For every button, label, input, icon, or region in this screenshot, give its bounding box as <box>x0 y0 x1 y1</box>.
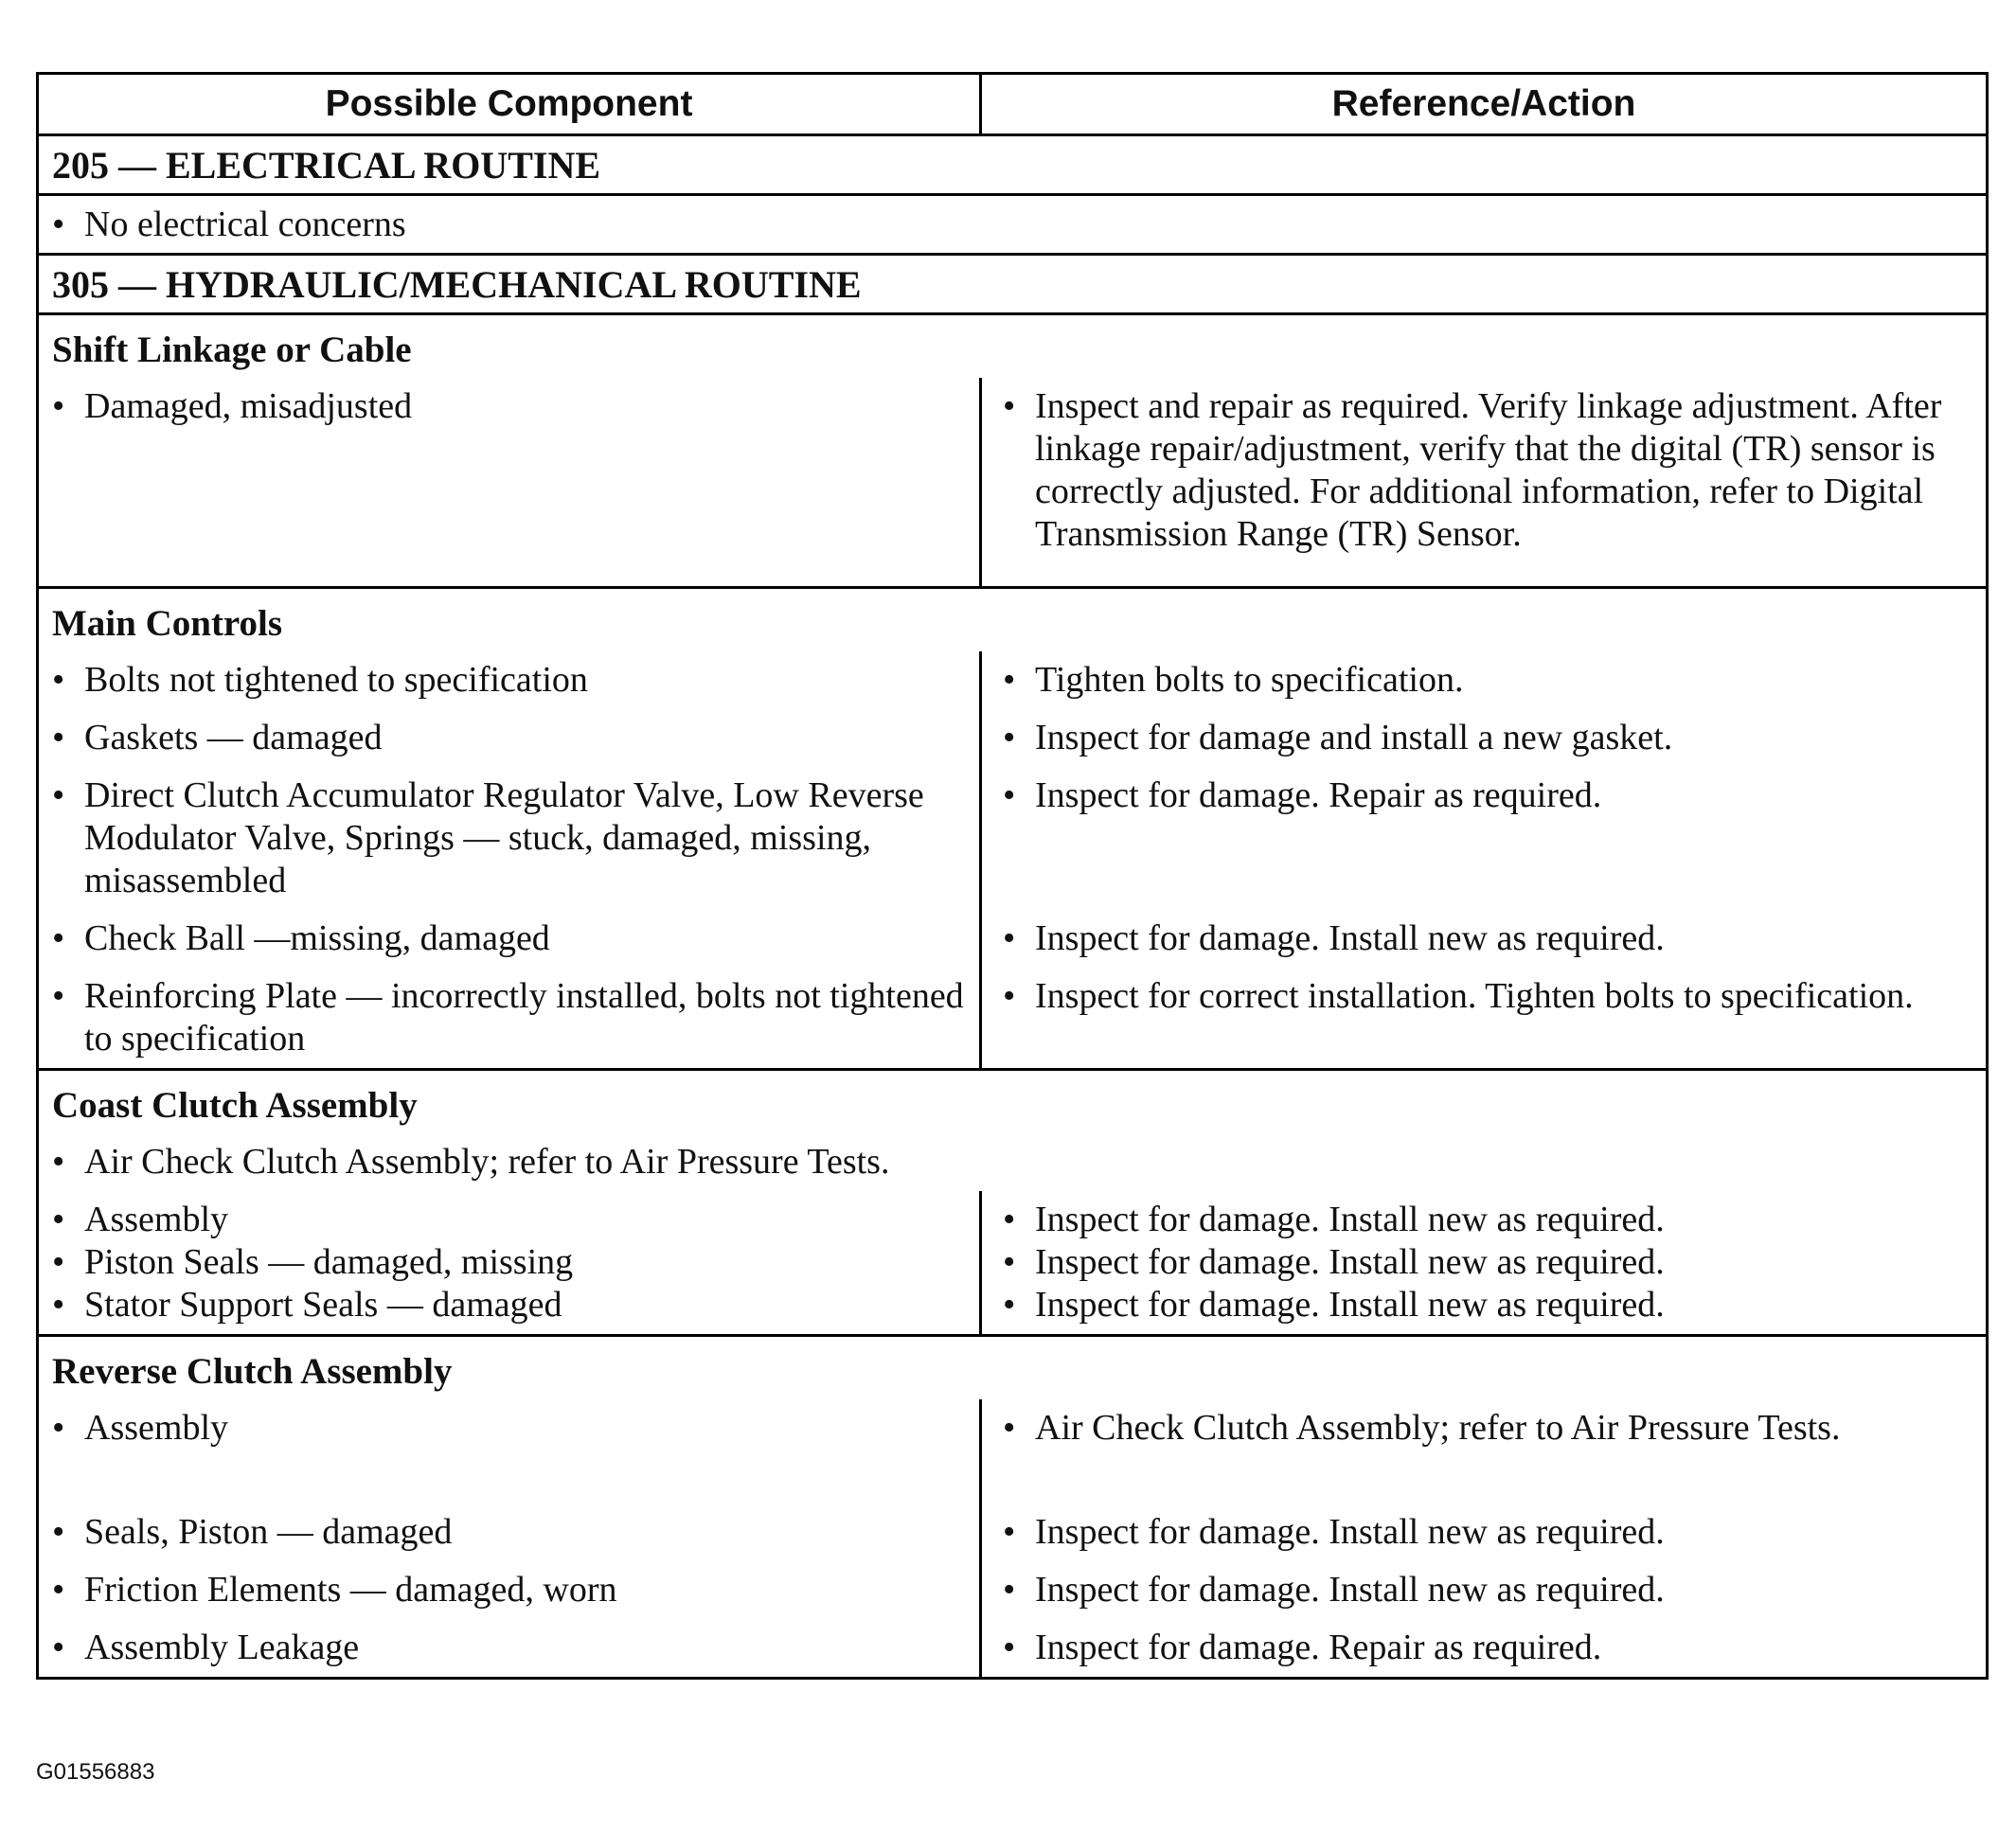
action-text: Tighten bolts to specification. <box>1035 660 1464 700</box>
table-row: • Friction Elements — damaged, worn • Inspect for damage. Install new as required. <box>39 1561 1986 1619</box>
table-row: • Bolts not tightened to specification • Tighten bolts to specification. <box>39 651 1986 709</box>
table-row: • Reinforcing Plate — incorrectly installed, bolts not tightened to specification • Inspect for correct installation. Tighten bolts to specification. <box>39 968 1986 1068</box>
action-text: Air Check Clutch Assembly; refer to Air Pressure Tests. <box>1035 1408 1841 1448</box>
section-main-controls <box>39 589 1986 1071</box>
section-title: Coast Clutch Assembly <box>52 1085 418 1126</box>
component-text: Bolts not tightened to specification <box>84 660 588 700</box>
header-reference-action: Reference/Action <box>1331 83 1636 124</box>
section-note: • Air Check Clutch Assembly; refer to Air Pressure Tests. <box>39 1133 1986 1191</box>
component-text: Assembly Leakage <box>84 1628 360 1667</box>
section-shift-linkage <box>39 315 1986 589</box>
component-text: Assembly <box>84 1408 228 1448</box>
component-text: Seals, Piston — damaged <box>84 1512 453 1552</box>
action-text: Inspect for damage. Install new as required. <box>1035 1570 1665 1610</box>
action-text: Inspect for correct installation. Tighten bolts to specification. <box>1035 976 1914 1016</box>
table-header <box>39 75 1986 136</box>
action-text: Inspect for damage. Install new as required. <box>1035 1200 1665 1239</box>
action-text: Inspect for damage. Install new as required. <box>1035 918 1665 958</box>
electrical-item: • No electrical concerns <box>39 196 1986 256</box>
component-text: Damaged, misadjusted <box>84 386 413 426</box>
table-row: • Assembly • Air Check Clutch Assembly; refer to Air Pressure Tests. <box>39 1399 1986 1504</box>
section-title: Shift Linkage or Cable <box>52 329 412 370</box>
component-text: Assembly <box>84 1200 228 1239</box>
action-text: Inspect for damage. Repair as required. <box>1035 775 1602 815</box>
component-text: Stator Support Seals — damaged <box>84 1285 562 1325</box>
action-text: Inspect and repair as required. Verify linkage adjustment. After linkage repair/adjustment, verify that the digital (TR) sensor is correctly adjusted. For additional information, refer to Digital Transmission Range (TR) Sensor. <box>1035 386 1942 554</box>
table-row: • Assembly Leakage • Inspect for damage. Repair as required. <box>39 1619 1986 1677</box>
section-title: Main Controls <box>52 603 283 644</box>
table-row-group: • Assembly • Piston Seals — damaged, missing • Stator Support Seals — damaged • Inspect for damage. Install new as required. • Inspect for damage. Install new as required. • Inspect for damage. Install new as required. <box>39 1191 1986 1334</box>
table-row: • Gaskets — damaged • Inspect for damage and install a new gasket. <box>39 709 1986 767</box>
band-hydraulic-routine: 305 — HYDRAULIC/MECHANICAL ROUTINE <box>39 256 1986 315</box>
figure-id-caption: G01556883 <box>36 1759 155 1785</box>
component-text: Reinforcing Plate — incorrectly installed, bolts not tightened to specification <box>84 976 964 1059</box>
component-text: Friction Elements — damaged, worn <box>84 1570 617 1610</box>
section-coast-clutch <box>39 1071 1986 1337</box>
section-reverse-clutch <box>39 1337 1986 1677</box>
component-text: Piston Seals — damaged, missing <box>84 1242 574 1282</box>
header-possible-component: Possible Component <box>39 75 982 133</box>
action-text: Inspect for damage. Install new as required. <box>1035 1285 1665 1325</box>
action-text: Inspect for damage and install a new gasket. <box>1035 718 1673 757</box>
table-row: • Seals, Piston — damaged • Inspect for damage. Install new as required. <box>39 1504 1986 1561</box>
component-text: Direct Clutch Accumulator Regulator Valve, Low Reverse Modulator Valve, Springs — stuck, damaged, missing, misassembled <box>84 775 924 900</box>
diagnostic-table <box>36 72 1989 1680</box>
table-row: • Damaged, misadjusted • Inspect and repair as required. Verify linkage adjustment. After linkage repair/adjustment, verify that the digital (TR) sensor is correctly adjusted. For additional information, refer to Digital Transmission Range (TR) Sensor. <box>39 378 1986 586</box>
section-title: Reverse Clutch Assembly <box>52 1351 453 1392</box>
bullet: • <box>52 204 65 244</box>
action-text: Inspect for damage. Repair as required. <box>1035 1628 1602 1667</box>
band-electrical-routine: 205 — ELECTRICAL ROUTINE <box>39 136 1986 196</box>
component-text: Check Ball —missing, damaged <box>84 918 550 958</box>
table-row: • Check Ball —missing, damaged • Inspect for damage. Install new as required. <box>39 910 1986 968</box>
note-text: Air Check Clutch Assembly; refer to Air Pressure Tests. <box>84 1142 890 1182</box>
component-text: Gaskets — damaged <box>84 718 383 757</box>
action-text: Inspect for damage. Install new as required. <box>1035 1512 1665 1552</box>
action-text: Inspect for damage. Install new as required. <box>1035 1242 1665 1282</box>
table-row: • Direct Clutch Accumulator Regulator Valve, Low Reverse Modulator Valve, Springs — stuck, damaged, missing, misassembled • Inspect for damage. Repair as required. <box>39 767 1986 910</box>
